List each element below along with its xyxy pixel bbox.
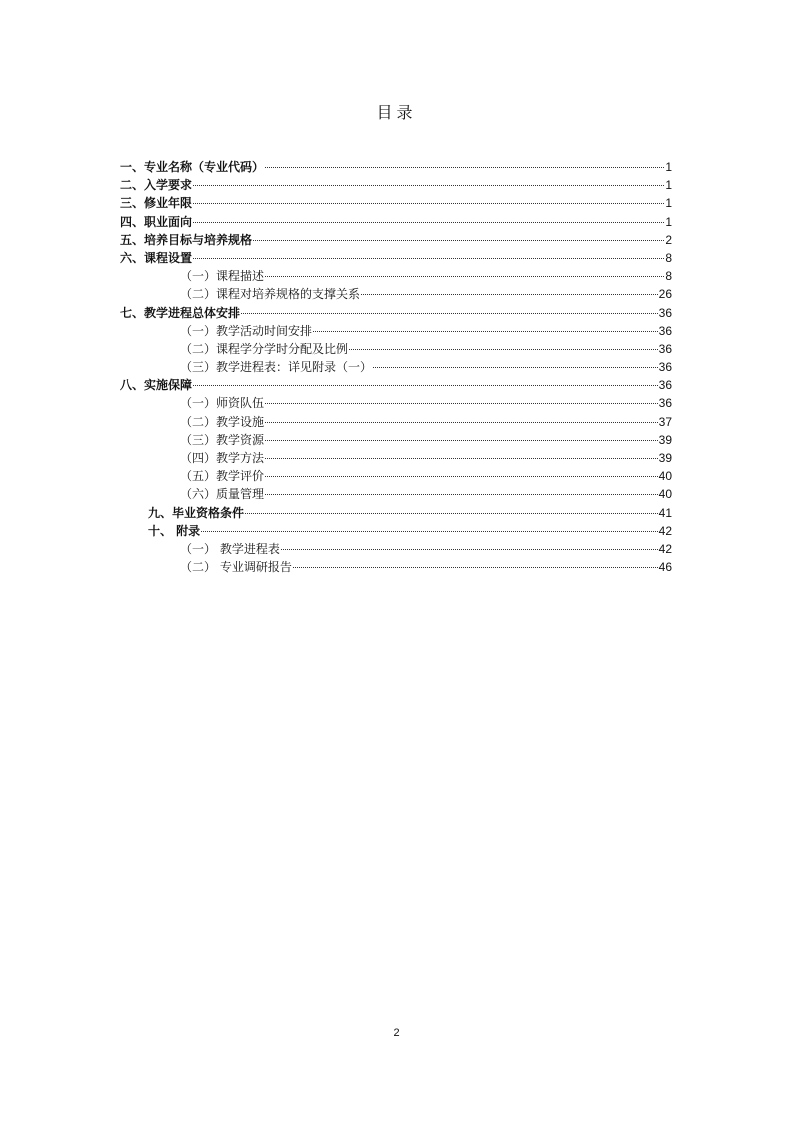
toc-entry[interactable] bbox=[120, 267, 672, 285]
toc-entry-label: （五）教学评价 bbox=[180, 469, 265, 484]
table-of-contents bbox=[120, 158, 672, 576]
toc-entry-page: 41 bbox=[658, 505, 672, 520]
toc-entry-page: 1 bbox=[665, 214, 672, 229]
toc-entry-label: 八、实施保障 bbox=[120, 378, 193, 393]
toc-entry-page: 1 bbox=[665, 178, 672, 193]
toc-dot-leader bbox=[193, 222, 664, 223]
toc-entry-label: （三）教学资源 bbox=[180, 432, 265, 447]
toc-entry-page: 26 bbox=[658, 287, 672, 302]
toc-entry-page: 39 bbox=[658, 451, 672, 465]
toc-dot-leader bbox=[373, 367, 658, 368]
toc-entry-label: （二） 专业调研报告 bbox=[180, 560, 292, 575]
toc-entry-page: 36 bbox=[658, 396, 672, 411]
toc-dot-leader bbox=[349, 349, 658, 350]
toc-dot-leader bbox=[193, 203, 664, 204]
toc-entry-label: （一）师资队伍 bbox=[180, 396, 265, 411]
toc-entry[interactable] bbox=[120, 431, 672, 449]
toc-entry[interactable] bbox=[120, 449, 672, 467]
toc-entry[interactable] bbox=[120, 376, 672, 394]
toc-dot-leader bbox=[281, 549, 658, 550]
toc-entry-page: 1 bbox=[665, 160, 672, 174]
toc-entry-page: 42 bbox=[658, 523, 672, 538]
toc-entry-label: 三、修业年限 bbox=[120, 196, 193, 211]
page-number: 2 bbox=[393, 1027, 400, 1039]
toc-entry-label: 五、培养目标与培养规格 bbox=[120, 232, 253, 247]
toc-entry[interactable] bbox=[120, 249, 672, 267]
toc-dot-leader bbox=[193, 258, 664, 259]
toc-entry[interactable] bbox=[120, 522, 672, 540]
toc-dot-leader bbox=[313, 331, 658, 332]
toc-entry[interactable] bbox=[120, 358, 672, 376]
toc-entry-label: （一）课程描述 bbox=[180, 269, 265, 284]
toc-dot-leader bbox=[265, 494, 658, 495]
toc-entry-label: 二、入学要求 bbox=[120, 178, 193, 193]
toc-dot-leader bbox=[245, 513, 658, 514]
toc-entry-page: 36 bbox=[658, 378, 672, 393]
toc-entry-page: 37 bbox=[658, 414, 672, 429]
toc-entry-page: 36 bbox=[658, 341, 672, 356]
toc-dot-leader bbox=[293, 567, 658, 568]
page-title: 目录 bbox=[376, 103, 417, 122]
toc-entry[interactable] bbox=[120, 213, 672, 231]
toc-dot-leader bbox=[253, 240, 664, 241]
toc-dot-leader bbox=[265, 458, 658, 459]
toc-entry[interactable] bbox=[120, 158, 672, 176]
toc-entry-page: 46 bbox=[658, 560, 672, 575]
toc-entry[interactable] bbox=[120, 231, 672, 249]
toc-entry-label: （二）课程学分学时分配及比例 bbox=[180, 341, 349, 356]
toc-entry[interactable] bbox=[120, 504, 672, 522]
toc-dot-leader bbox=[265, 422, 658, 423]
toc-entry[interactable] bbox=[120, 413, 672, 431]
toc-entry[interactable] bbox=[120, 467, 672, 485]
toc-entry-label: （三）教学进程表：详见附录（一） bbox=[180, 360, 373, 375]
toc-entry-page: 8 bbox=[665, 250, 672, 265]
toc-dot-leader bbox=[265, 440, 658, 441]
toc-entry[interactable] bbox=[120, 485, 672, 503]
toc-entry[interactable] bbox=[120, 394, 672, 412]
toc-entry-label: 七、教学进程总体安排 bbox=[120, 305, 241, 320]
toc-dot-leader bbox=[265, 276, 664, 277]
toc-dot-leader bbox=[201, 531, 657, 532]
toc-entry-label: 九、毕业资格条件 bbox=[148, 505, 245, 520]
toc-entry-page: 1 bbox=[665, 196, 672, 211]
toc-entry-label: （二）教学设施 bbox=[180, 414, 265, 429]
toc-entry-page: 39 bbox=[658, 432, 672, 447]
toc-entry-label: （六）质量管理 bbox=[180, 487, 265, 502]
toc-entry-page: 40 bbox=[658, 487, 672, 502]
toc-entry[interactable] bbox=[120, 340, 672, 358]
toc-entry-label: 六、课程设置 bbox=[120, 250, 193, 265]
toc-entry-page: 8 bbox=[665, 269, 672, 284]
toc-dot-leader bbox=[265, 167, 664, 168]
toc-dot-leader bbox=[241, 313, 658, 314]
toc-entry[interactable] bbox=[120, 285, 672, 303]
toc-entry-page: 2 bbox=[665, 232, 672, 247]
toc-entry[interactable] bbox=[120, 176, 672, 194]
toc-entry-label: （一） 教学进程表 bbox=[180, 541, 280, 556]
toc-entry[interactable] bbox=[120, 322, 672, 340]
toc-entry-page: 36 bbox=[658, 323, 672, 338]
toc-entry[interactable] bbox=[120, 540, 672, 558]
toc-entry-label: （一）教学活动时间安排 bbox=[180, 323, 313, 338]
toc-dot-leader bbox=[265, 403, 658, 404]
toc-entry-page: 42 bbox=[658, 541, 672, 556]
toc-entry-label: （二）课程对培养规格的支撑关系 bbox=[180, 287, 361, 302]
toc-entry-label: 四、职业面向 bbox=[120, 214, 193, 229]
toc-entry-page: 40 bbox=[658, 469, 672, 484]
toc-entry-page: 36 bbox=[658, 305, 672, 320]
toc-entry-label: 十、 附录 bbox=[148, 523, 201, 538]
toc-dot-leader bbox=[193, 385, 658, 386]
toc-entry-label: 一、专业名称（专业代码） bbox=[120, 160, 265, 174]
toc-entry[interactable] bbox=[120, 194, 672, 212]
toc-entry[interactable] bbox=[120, 304, 672, 322]
toc-dot-leader bbox=[193, 185, 664, 186]
toc-entry-label: （四）教学方法 bbox=[180, 451, 265, 465]
toc-dot-leader bbox=[361, 294, 658, 295]
toc-dot-leader bbox=[265, 476, 658, 477]
toc-entry-page: 36 bbox=[658, 360, 672, 375]
toc-entry[interactable] bbox=[120, 558, 672, 576]
